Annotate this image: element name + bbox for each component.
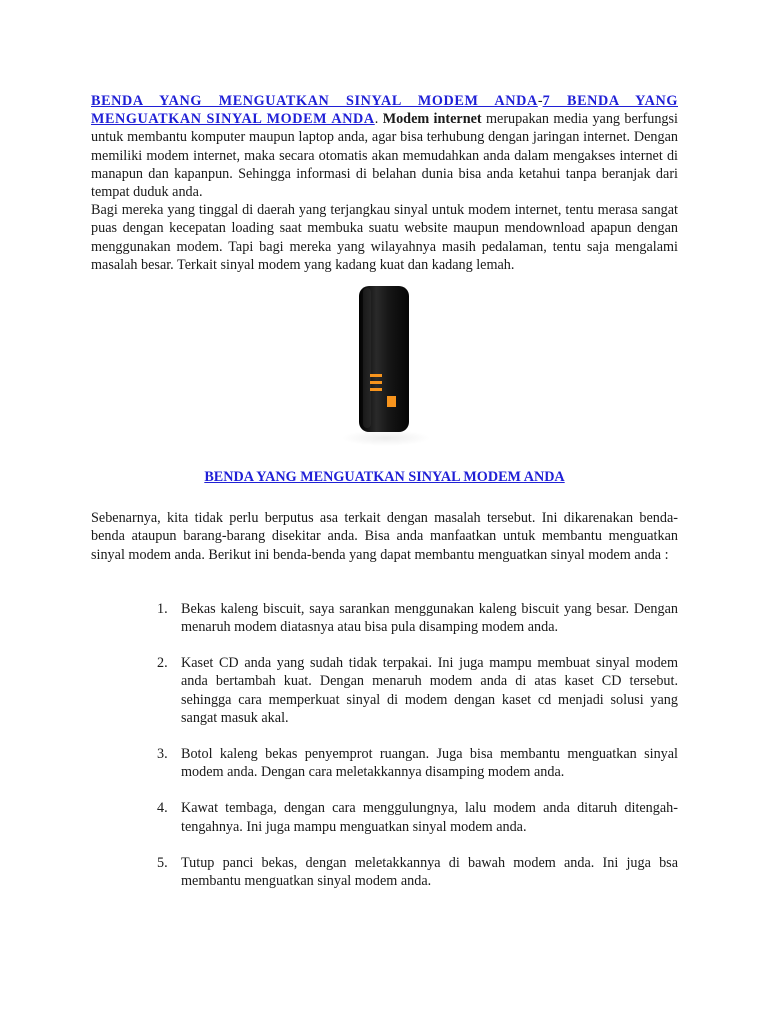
list-text: Kawat tembaga, dengan cara menggulungnya, lalu modem anda ditaruh ditengah-tengahnya. Ini juga mampu menguatkan sinyal modem anda. <box>181 800 678 835</box>
list-item <box>157 854 678 890</box>
usb-modem-icon <box>357 284 413 434</box>
intro-text: merupakan media yang berfungsi untuk membantu komputer maupun laptop anda, agar bisa terhubung dengan jaringan internet. Dengan memiliki modem internet, maka secara otomatis akan memudahkan anda dalam mengakses internet di manapun dan kapanpun. Sehingga informasi di belahan dunia bisa anda ketahui tanpa beranjak dari tempat duduk anda. <box>91 111 678 201</box>
list-text: Botol kaleng bekas penyemprot ruangan. Juga bisa membantu menguatkan sinyal modem anda. Dengan cara meletakkannya disamping modem anda. <box>181 746 678 781</box>
list-text: Bekas kaleng biscuit, saya sarankan menggunakan kaleng biscuit yang besar. Dengan menaruh modem diatasnya atau bisa pula disamping modem anda. <box>181 600 678 636</box>
list-number: 2. <box>157 655 168 672</box>
intro-paragraph <box>91 92 678 201</box>
tips-list <box>91 600 678 890</box>
list-number: 1. <box>157 600 168 617</box>
list-item <box>157 799 678 835</box>
list-number: 3. <box>157 746 168 763</box>
list-number: 4. <box>157 800 168 817</box>
list-text: Tutup panci bekas, dengan meletakkannya di bawah modem anda. Ini juga bsa membantu menguatkan sinyal modem anda. <box>181 854 678 890</box>
section-heading <box>91 468 678 486</box>
paragraph-2: Sebenarnya, kita tidak perlu berputus asa terkait dengan masalah tersebut. Ini dikarenakan benda-benda ataupun barang-barang disekitar anda. Bisa anda manfaatkan untuk membantu menguatkan sinyal modem anda. Berikut ini benda-benda yang dapat membantu menguatkan sinyal modem anda : <box>91 510 678 563</box>
paragraph-1: Bagi mereka yang tinggal di daerah yang terjangkau sinyal untuk modem internet, tentu merasa sangat puas dengan kecepatan loading saat membuka suatu website maupun mendownload apapun dengan menggunakan modem. Tapi bagi mereka yang wilayahnya masih pedalaman, tentu saja mengalami masalah besar. Terkait sinyal modem yang kadang kuat dan kadang lemah. <box>91 202 678 273</box>
title-separator: - <box>537 93 543 109</box>
title-link-1[interactable]: BENDA YANG MENGUATKAN SINYAL MODEM ANDA <box>91 93 538 109</box>
document-page <box>91 92 678 908</box>
list-number: 5. <box>157 854 168 871</box>
title-dot: . <box>374 111 379 128</box>
title-link-2[interactable]: 7 BENDA YANG MENGUATKAN SINYAL MODEM ANDA <box>91 93 678 128</box>
modem-image <box>91 280 678 458</box>
list-item <box>157 600 678 636</box>
list-item <box>157 745 678 781</box>
section-heading-link[interactable]: BENDA YANG MENGUATKAN SINYAL MODEM ANDA <box>204 469 565 486</box>
list-item <box>157 654 678 727</box>
list-text: Kaset CD anda yang sudah tidak terpakai. Ini juga mampu membuat sinyal modem anda bertambah kuat. Dengan menaruh modem anda di atas kaset CD tersebut. sehingga cara memperkuat sinyal di modem dengan kaset cd menjadi solusi yang sangat masuk akal. <box>181 655 678 726</box>
bold-term: Modem internet <box>382 111 482 128</box>
